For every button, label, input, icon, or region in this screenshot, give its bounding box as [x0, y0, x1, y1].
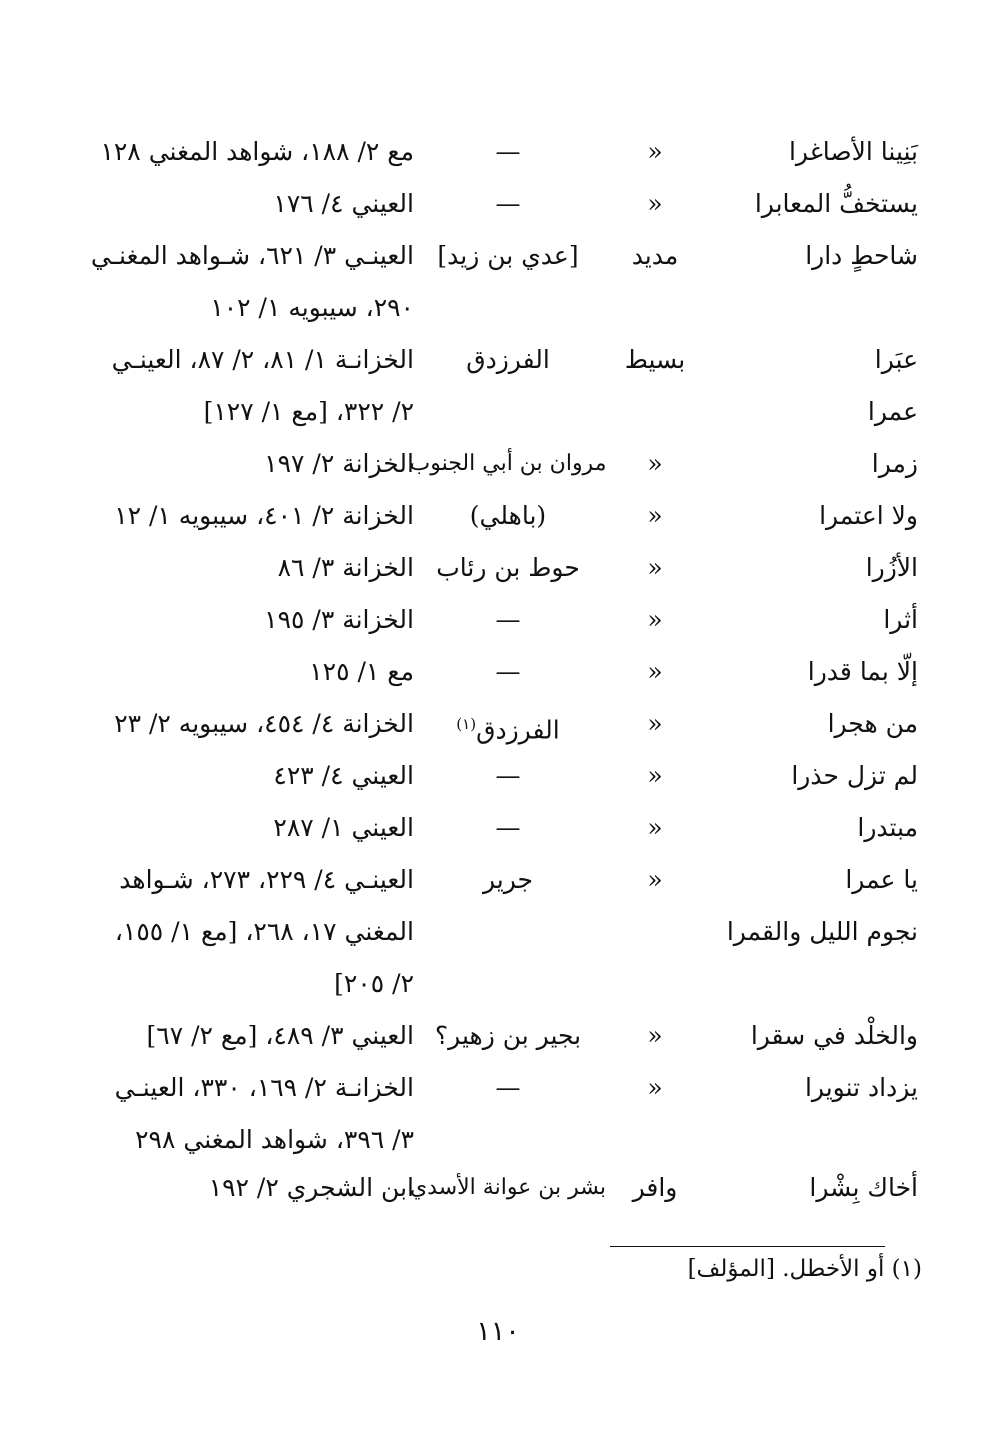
meter-cell: «	[647, 553, 663, 582]
table-row	[0, 334, 996, 386]
meter-cell: «	[647, 1073, 663, 1102]
footnote-divider	[610, 1246, 885, 1247]
verse-cell: أثرا	[883, 605, 918, 634]
source-cell: المغني ١٧، ٢٦٨، [مع ١/ ١٥٥،	[114, 917, 414, 946]
poet-cell: —	[495, 761, 521, 790]
source-cell: العينـي ٤/ ٢٢٩، ٢٧٣، شـواهد	[119, 865, 414, 894]
poet-cell: مروان بن أبي الجنوب	[409, 451, 607, 476]
poet-cell: بجير بن زهير؟	[434, 1021, 582, 1050]
meter-cell: «	[647, 1021, 663, 1050]
poet-cell: —	[495, 813, 521, 842]
source-cell: العيني ١/ ٢٨٧	[273, 813, 414, 842]
source-cell: العيني ٤/ ٤٢٣	[273, 761, 414, 790]
poet-cell: حوط بن رئاب	[436, 553, 580, 582]
meter-cell: «	[647, 189, 663, 218]
table-row	[0, 594, 996, 646]
page-number: ١١٠	[476, 1316, 520, 1347]
table-row	[0, 1162, 996, 1214]
poet-cell: [عدي بن زيد]	[437, 241, 579, 270]
meter-cell: «	[647, 605, 663, 634]
table-row	[0, 282, 996, 334]
meter-cell: «	[647, 657, 663, 686]
verse-cell: عمرا	[867, 397, 918, 426]
poet-cell: الفرزدق	[466, 345, 550, 374]
poet-cell: —	[495, 1073, 521, 1102]
verse-cell: يستخفُّ المعابرا	[754, 189, 918, 218]
verse-cell: مبتدرا	[857, 813, 918, 842]
source-cell: الخزانة ٣/ ٨٦	[277, 553, 414, 582]
source-cell: العيني ٤/ ١٧٦	[273, 189, 414, 218]
table-row	[0, 1010, 996, 1062]
source-continuation: ٢٩٠، سيبويه ١/ ١٠٢	[210, 293, 414, 322]
verse-cell: يا عمرا	[845, 865, 918, 894]
verse-cell: الأزُرا	[865, 553, 918, 582]
source-cell: العيني ٣/ ٤٨٩، [مع ٢/ ٦٧]	[146, 1021, 414, 1050]
table-row	[0, 386, 996, 438]
meter-cell: «	[647, 501, 663, 530]
poet-cell: بشر بن عوانة الأسدي	[409, 1175, 607, 1200]
poet-cell: —	[495, 605, 521, 634]
table-row	[0, 542, 996, 594]
poet-cell	[408, 698, 608, 750]
table-row	[0, 906, 996, 958]
poet-cell: —	[495, 189, 521, 218]
table-row	[0, 750, 996, 802]
verse-cell: نجوم الليل والقمرا	[726, 917, 918, 946]
meter-cell: «	[647, 137, 663, 166]
source-cell: الخزانة ٢/ ٤٠١، سيبويه ١/ ١٢	[114, 501, 414, 530]
table-row	[0, 958, 996, 1010]
table-row	[0, 802, 996, 854]
verse-cell: أخاك بِشْرا	[809, 1173, 918, 1202]
table-row	[0, 438, 996, 490]
verse-cell: ولا اعتمرا	[819, 501, 918, 530]
poet-cell: (باهلي)	[469, 501, 547, 530]
poet-cell: جرير	[483, 865, 533, 894]
verse-cell: شاحطٍ دارا	[805, 241, 918, 270]
meter-cell: مديد	[631, 241, 679, 270]
footnote-marker[interactable]: (١)	[456, 715, 477, 733]
verse-cell: من هجرا	[827, 709, 918, 738]
source-continuation: ٣/ ٣٩٦، شواهد المغني ٢٩٨	[135, 1125, 414, 1154]
source-cell: العينـي ٣/ ٦٢١، شـواهد المغنـي	[90, 241, 414, 270]
poet-name: الفرزدق	[476, 715, 560, 745]
table-row	[0, 490, 996, 542]
verse-cell: والخلْد في سقرا	[750, 1021, 918, 1050]
verse-cell: إلّا بما قدرا	[807, 657, 918, 686]
source-cell: مع ١/ ١٢٥	[309, 657, 414, 686]
source-cell: مع ٢/ ١٨٨، شواهد المغني ١٢٨	[100, 137, 414, 166]
meter-cell: «	[647, 449, 663, 478]
table-row	[0, 230, 996, 282]
verse-cell: زمرا	[871, 449, 918, 478]
source-cell: الخزانة ٤/ ٤٥٤، سيبويه ٢/ ٢٣	[114, 709, 414, 738]
source-cell: الخزانـة ١/ ٨١، ٢/ ٨٧، العينـي	[111, 345, 414, 374]
source-cell: الخزانـة ٢/ ١٦٩، ٣٣٠، العينـي	[114, 1073, 414, 1102]
verse-cell: لم تزل حذرا	[791, 761, 918, 790]
verse-cell: بَنِينا الأصاغرا	[788, 137, 918, 166]
meter-cell: بسيط	[624, 345, 686, 374]
poet-cell: —	[495, 657, 521, 686]
source-cell: ابن الشجري ٢/ ١٩٢	[208, 1173, 414, 1202]
source-cell: ٢/ ٣٢٢، [مع ١/ ١٢٧]	[203, 397, 414, 426]
footnote: (١) أو الأخطل. [المؤلف]	[687, 1256, 922, 1282]
table-row	[0, 1062, 996, 1114]
verse-cell: يزداد تنويرا	[804, 1073, 918, 1102]
meter-cell: «	[647, 761, 663, 790]
table-row	[0, 1114, 996, 1166]
source-continuation: ٢/ ٢٠٥]	[334, 969, 414, 998]
source-cell: الخزانة ٢/ ١٩٧	[264, 449, 414, 478]
meter-cell: «	[647, 865, 663, 894]
meter-cell: «	[647, 813, 663, 842]
verse-cell: عبَرا	[874, 345, 918, 374]
table-row	[0, 178, 996, 230]
table-row	[0, 698, 996, 750]
meter-cell: وافر	[632, 1173, 678, 1202]
table-row	[0, 646, 996, 698]
table-row	[0, 854, 996, 906]
poet-cell: —	[495, 137, 521, 166]
table-row	[0, 126, 996, 178]
source-cell: الخزانة ٣/ ١٩٥	[264, 605, 414, 634]
meter-cell: «	[647, 709, 663, 738]
